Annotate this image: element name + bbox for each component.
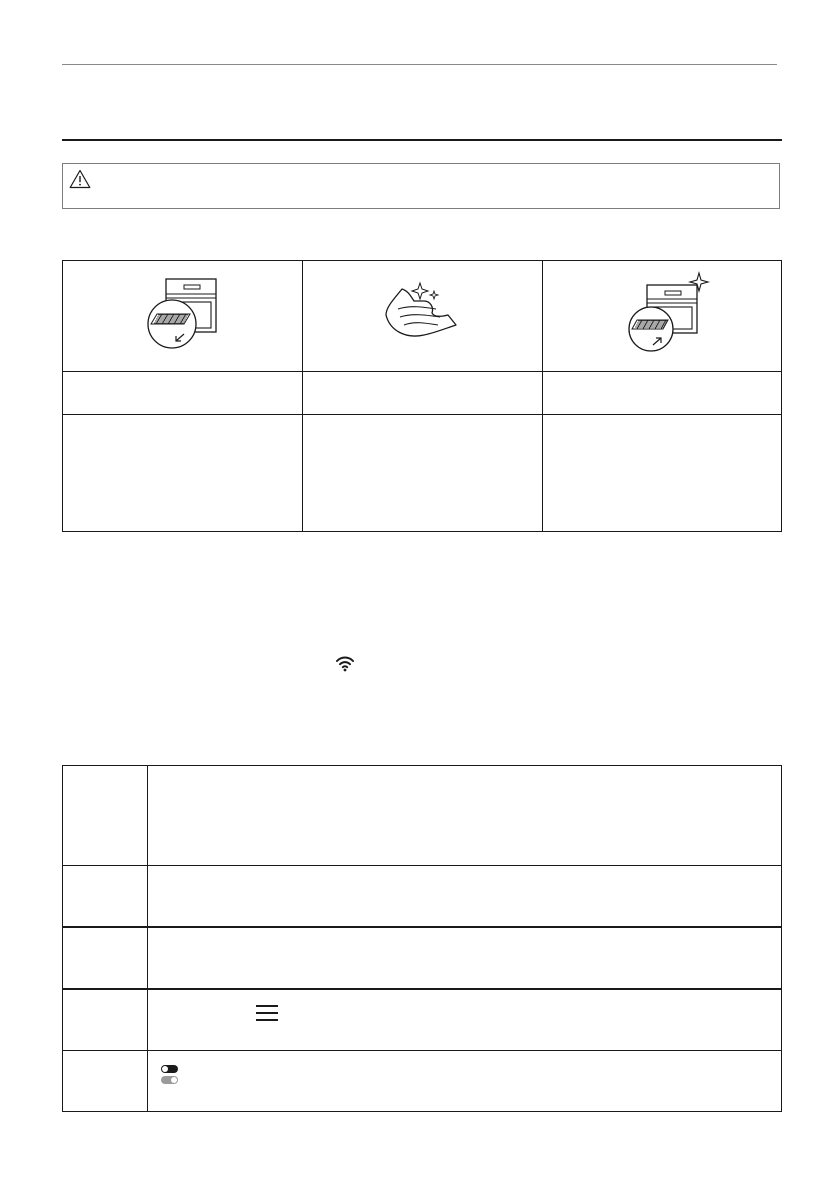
step-1-description: [63, 414, 302, 531]
table-row: [63, 766, 781, 865]
table-row: [63, 865, 781, 927]
oven-tray-remove-icon: [138, 277, 226, 355]
section-rule: [62, 139, 782, 141]
menu-icon: [255, 1004, 279, 1022]
warning-box: [62, 163, 780, 209]
step-3-description: [542, 414, 781, 531]
wifi-icon: [335, 654, 355, 672]
step-3-title: [542, 371, 781, 414]
header-rule: [62, 64, 777, 65]
step-2-title: [302, 371, 542, 414]
step-2-description: [302, 414, 542, 531]
step-1-title: [63, 371, 302, 414]
oven-tray-insert-sparkle-icon: [623, 271, 711, 355]
warning-triangle-icon: [69, 169, 91, 189]
table-row: [63, 926, 781, 989]
toggle-icon: [160, 1064, 180, 1086]
hand-cleaning-sparkle-icon: [380, 279, 464, 351]
cleaning-steps-table: [62, 260, 782, 532]
table-row: [63, 988, 781, 1051]
settings-table: [62, 765, 782, 1112]
